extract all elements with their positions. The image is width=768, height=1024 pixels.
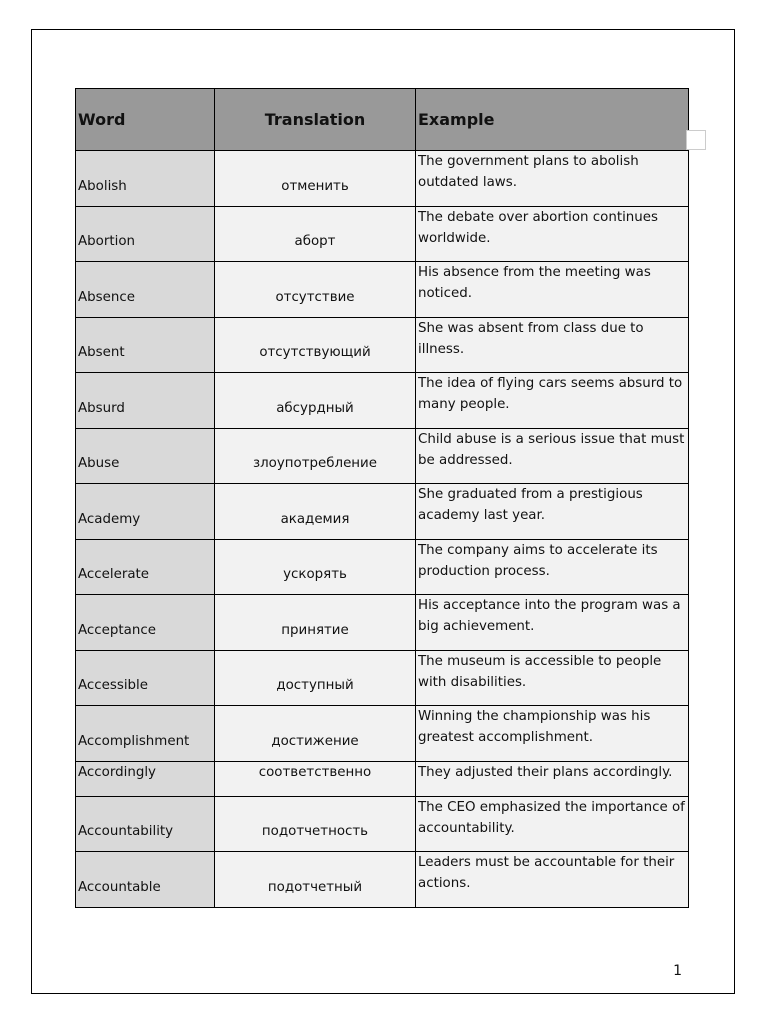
page-number: 1	[673, 963, 682, 979]
translation-cell[interactable]: подотчетный	[215, 852, 416, 908]
translation-cell[interactable]: абсурдный	[215, 373, 416, 429]
word-cell[interactable]: Absurd	[76, 373, 215, 429]
translation-cell[interactable]: доступный	[215, 650, 416, 706]
word-cell[interactable]: Absent	[76, 317, 215, 373]
header-example: Example	[416, 89, 689, 151]
word-cell[interactable]: Accomplishment	[76, 706, 215, 762]
example-cell[interactable]: Winning the championship was his greatest accomplishment.	[416, 706, 689, 762]
translation-cell[interactable]: отсутствующий	[215, 317, 416, 373]
translation-cell[interactable]: ускорять	[215, 539, 416, 595]
table-row	[76, 151, 689, 207]
translation-cell[interactable]: академия	[215, 484, 416, 540]
translation-cell[interactable]: злоупотребление	[215, 428, 416, 484]
translation-cell[interactable]: достижение	[215, 706, 416, 762]
table-row	[76, 262, 689, 318]
example-cell[interactable]: His acceptance into the program was a big achievement.	[416, 595, 689, 651]
example-cell[interactable]: The government plans to abolish outdated laws.	[416, 151, 689, 207]
example-cell[interactable]: The CEO emphasized the importance of accountability.	[416, 796, 689, 852]
word-cell[interactable]: Abuse	[76, 428, 215, 484]
table-row	[76, 484, 689, 540]
table-row	[76, 373, 689, 429]
table-row	[76, 650, 689, 706]
word-cell[interactable]: Acceptance	[76, 595, 215, 651]
translation-cell[interactable]: аборт	[215, 206, 416, 262]
word-cell[interactable]: Abolish	[76, 151, 215, 207]
word-cell[interactable]: Accountable	[76, 852, 215, 908]
example-cell[interactable]: The debate over abortion continues worldwide.	[416, 206, 689, 262]
example-cell[interactable]: She was absent from class due to illness.	[416, 317, 689, 373]
vocabulary-table	[75, 88, 689, 908]
table-body	[76, 151, 689, 908]
table-row	[76, 706, 689, 762]
header-row	[76, 89, 689, 151]
table-row	[76, 595, 689, 651]
document-page	[31, 29, 735, 994]
translation-cell[interactable]: соответственно	[215, 761, 416, 796]
example-cell[interactable]: Child abuse is a serious issue that must be addressed.	[416, 428, 689, 484]
table-row	[76, 539, 689, 595]
table-row	[76, 761, 689, 796]
translation-cell[interactable]: отсутствие	[215, 262, 416, 318]
word-cell[interactable]: Abortion	[76, 206, 215, 262]
table-row	[76, 796, 689, 852]
table-row	[76, 852, 689, 908]
example-cell[interactable]: The museum is accessible to people with disabilities.	[416, 650, 689, 706]
table-row	[76, 317, 689, 373]
word-cell[interactable]: Accessible	[76, 650, 215, 706]
header-word: Word	[76, 89, 215, 151]
word-cell[interactable]: Accountability	[76, 796, 215, 852]
header-translation: Translation	[215, 89, 416, 151]
table-header	[76, 89, 689, 151]
example-cell[interactable]: She graduated from a prestigious academy last year.	[416, 484, 689, 540]
translation-cell[interactable]: принятие	[215, 595, 416, 651]
table-row	[76, 428, 689, 484]
word-cell[interactable]: Accelerate	[76, 539, 215, 595]
example-cell[interactable]: Leaders must be accountable for their actions.	[416, 852, 689, 908]
word-cell[interactable]: Academy	[76, 484, 215, 540]
table-resize-handle[interactable]	[686, 130, 706, 150]
table-row	[76, 206, 689, 262]
example-cell[interactable]: His absence from the meeting was noticed.	[416, 262, 689, 318]
translation-cell[interactable]: отменить	[215, 151, 416, 207]
example-cell[interactable]: The company aims to accelerate its production process.	[416, 539, 689, 595]
word-cell[interactable]: Accordingly	[76, 761, 215, 796]
example-cell[interactable]: They adjusted their plans accordingly.	[416, 761, 689, 796]
translation-cell[interactable]: подотчетность	[215, 796, 416, 852]
example-cell[interactable]: The idea of flying cars seems absurd to many people.	[416, 373, 689, 429]
word-cell[interactable]: Absence	[76, 262, 215, 318]
